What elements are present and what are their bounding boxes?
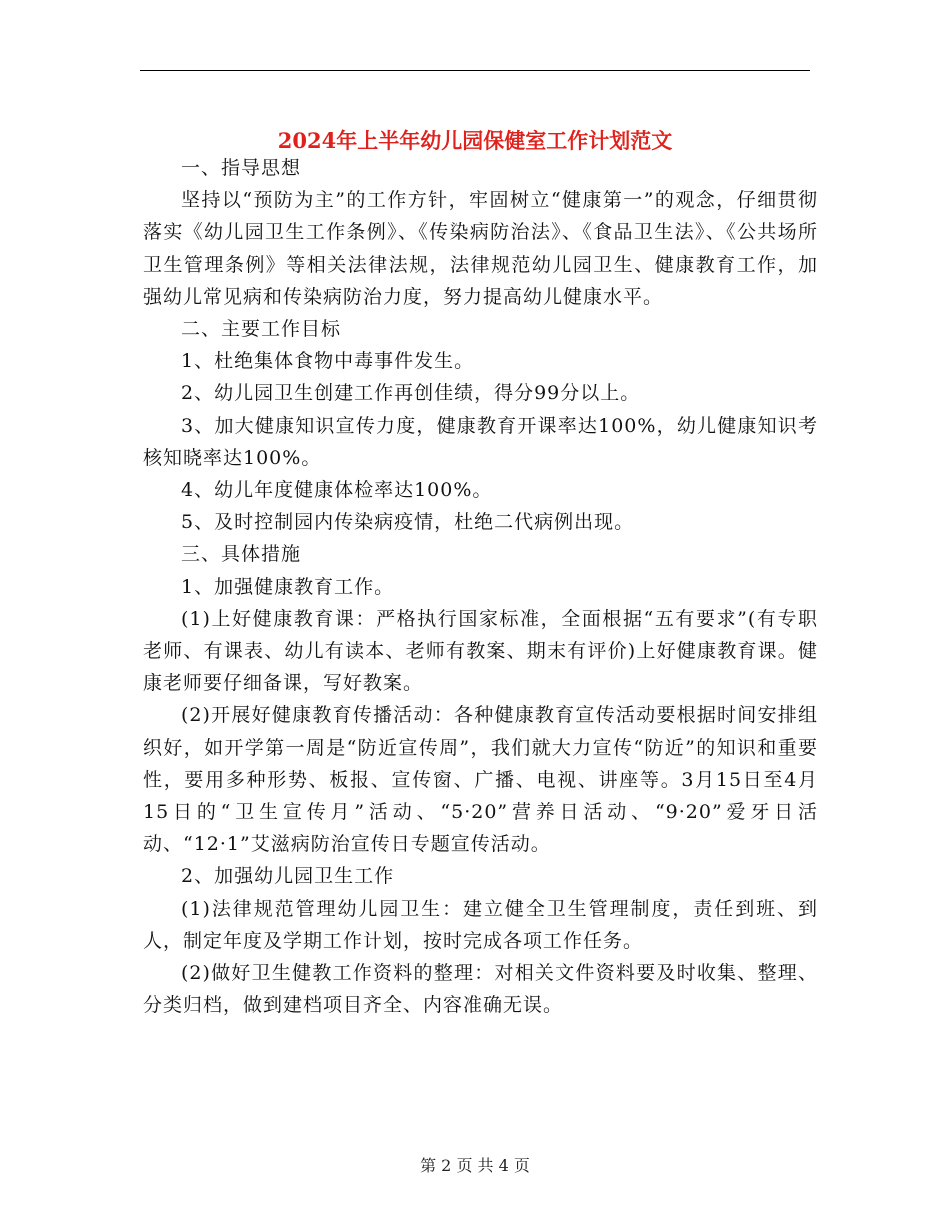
body-paragraph: (1)法律规范管理幼儿园卫生：建立健全卫生管理制度，责任到班、到人，制定年度及学期工作计划，按时完成各项工作任务。: [143, 897, 818, 952]
header-rule: [140, 70, 810, 71]
list-item: 5、及时控制园内传染病疫情，杜绝二代病例出现。: [181, 511, 635, 534]
document-body: [143, 152, 818, 1021]
body-paragraph: 坚持以“预防为主”的工作方针，牢固树立“健康第一”的观念，仔细贯彻落实《幼儿园卫生工作条例》、《传染病防治法》、《食品卫生法》、《公共场所卫生管理条例》等相关法律法规，法律规范幼儿园卫生、健康教育工作，加强幼儿常见病和传染病防治力度，努力提高幼儿健康水平。: [143, 189, 818, 308]
section-heading: 三、具体措施: [181, 543, 302, 566]
document-title: 2024年上半年幼儿园保健室工作计划范文: [277, 128, 673, 154]
list-item: 2、幼儿园卫生创建工作再创佳绩，得分99分以上。: [181, 382, 641, 405]
list-item: 1、杜绝集体食物中毒事件发生。: [181, 350, 475, 373]
section-heading: 一、指导思想: [181, 157, 302, 179]
list-item: 4、幼儿年度健康体检率达100%。: [181, 479, 493, 502]
page-number-footer: 第 2 页 共 4 页: [420, 1156, 530, 1175]
list-item: 3、加大健康知识宣传力度，健康教育开课率达100%，幼儿健康知识考核知晓率达100%。: [143, 414, 818, 469]
section-heading: 二、主要工作目标: [181, 318, 342, 341]
body-paragraph: (2)做好卫生健教工作资料的整理：对相关文件资料要及时收集、整理、分类归档，做到建档项目齐全、内容准确无误。: [143, 962, 818, 1017]
body-paragraph: (2)开展好健康教育传播活动：各种健康教育宣传活动要根据时间安排组织好，如开学第一周是“防近宣传周”，我们就大力宣传“防近”的知识和重要性，要用多种形势、板报、宣传窗、广播、电视、讲座等。3月15日至4月15日的“卫生宣传月”活动、“5·20”营养日活动、“9·20”爱牙日活动、“12·1”艾滋病防治宣传日专题宣传活动。: [143, 704, 818, 856]
subsection-heading: 1、加强健康教育工作。: [181, 575, 395, 598]
body-paragraph: (1)上好健康教育课：严格执行国家标准，全面根据“五有要求”(有专职老师、有课表、幼儿有读本、老师有教案、期末有评价)上好健康教育课。健康老师要仔细备课，写好教案。: [143, 607, 818, 695]
subsection-heading: 2、加强幼儿园卫生工作: [181, 865, 395, 888]
